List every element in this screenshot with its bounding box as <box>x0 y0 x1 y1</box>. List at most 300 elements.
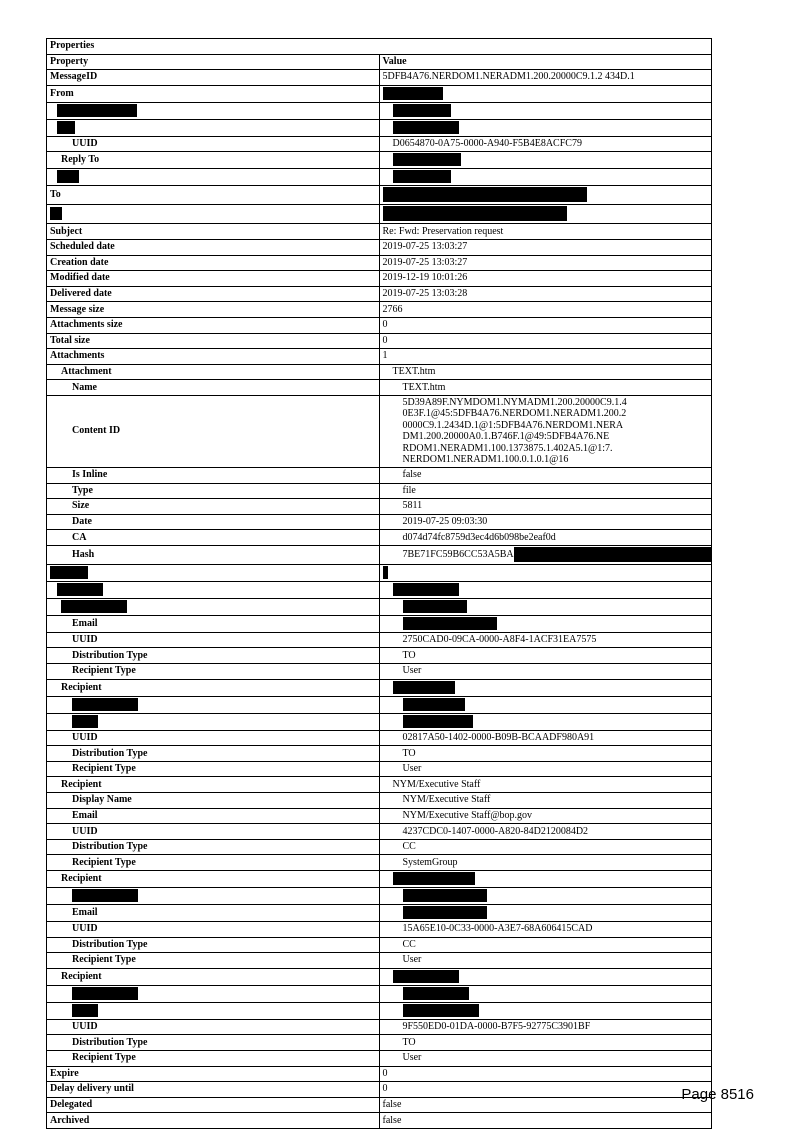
property-cell <box>47 530 380 546</box>
value-cell <box>379 1066 712 1082</box>
table-body <box>47 70 712 1129</box>
table-row <box>47 824 712 840</box>
table-row <box>47 317 712 333</box>
value-cell <box>379 395 712 467</box>
value-cell <box>379 985 712 1002</box>
value-cell <box>379 102 712 119</box>
value-cell <box>379 777 712 793</box>
table-row <box>47 615 712 632</box>
property-cell <box>47 1113 380 1129</box>
value-cell <box>379 615 712 632</box>
property-label: Display Name <box>72 794 132 806</box>
table-row <box>47 696 712 713</box>
property-value: 4237CDC0-1407-0000-A820-84D2120084D2 <box>402 825 589 837</box>
value-cell <box>379 286 712 302</box>
property-cell <box>47 186 380 205</box>
redaction-block <box>57 170 79 183</box>
value-cell <box>379 632 712 648</box>
property-cell <box>47 564 380 581</box>
redaction-block <box>383 87 443 100</box>
property-value: 5DFB4A76.NERDOM1.NERADM1.200.20000C9.1.2 434D.1 <box>382 71 635 83</box>
property-cell <box>47 581 380 598</box>
redaction-block <box>72 715 98 728</box>
table-row <box>47 1050 712 1066</box>
property-cell <box>47 483 380 499</box>
property-label: Name <box>72 381 97 393</box>
property-value: file <box>402 484 416 496</box>
value-cell <box>379 255 712 271</box>
value-cell <box>379 937 712 953</box>
property-cell <box>47 1097 380 1113</box>
property-cell <box>47 696 380 713</box>
redaction-block <box>403 906 487 919</box>
property-cell <box>47 871 380 888</box>
redaction-block <box>72 987 138 1000</box>
table-row <box>47 1035 712 1051</box>
property-cell <box>47 922 380 938</box>
value-cell <box>379 364 712 380</box>
property-cell <box>47 333 380 349</box>
table-row <box>47 761 712 777</box>
property-label: Distribution Type <box>72 1036 148 1048</box>
property-cell <box>47 855 380 871</box>
value-cell <box>379 581 712 598</box>
redaction-block <box>403 698 465 711</box>
property-label: Attachment <box>61 366 112 378</box>
property-label: Recipient <box>61 970 102 982</box>
table-row <box>47 871 712 888</box>
property-cell <box>47 70 380 86</box>
redaction-block <box>403 889 487 902</box>
property-label: UUID <box>72 138 98 150</box>
property-cell <box>47 1050 380 1066</box>
value-cell <box>379 953 712 969</box>
property-value: 1 <box>382 350 388 362</box>
redaction-block <box>383 566 388 579</box>
redaction-block <box>72 889 138 902</box>
property-cell <box>47 761 380 777</box>
property-value: false <box>402 469 422 481</box>
table-row <box>47 888 712 905</box>
property-label: Email <box>72 907 98 918</box>
value-cell <box>379 696 712 713</box>
value-cell <box>379 968 712 985</box>
table-row <box>47 855 712 871</box>
table-row <box>47 302 712 318</box>
property-value: 15A65E10-0C33-0000-A3E7-68A606415CAD <box>402 923 593 935</box>
property-value: Re: Fwd: Preservation request <box>382 225 504 237</box>
property-value: 5811 <box>402 500 423 512</box>
header-property: Property <box>47 54 380 70</box>
table-row <box>47 793 712 809</box>
property-label: Scheduled date <box>50 241 115 253</box>
table-row <box>47 1002 712 1019</box>
redaction-block <box>393 681 455 694</box>
property-value: User <box>402 1052 422 1064</box>
property-label: UUID <box>72 825 98 837</box>
value-cell <box>379 664 712 680</box>
table-row <box>47 839 712 855</box>
value-cell <box>379 224 712 240</box>
property-label: UUID <box>72 731 98 743</box>
property-cell <box>47 937 380 953</box>
property-cell <box>47 364 380 380</box>
value-cell <box>379 333 712 349</box>
table-row <box>47 186 712 205</box>
property-cell <box>47 968 380 985</box>
property-value: 0 <box>382 319 388 331</box>
property-label: Recipient <box>61 873 102 884</box>
table-title-row <box>47 39 712 55</box>
property-label: Date <box>72 515 92 527</box>
redaction-block <box>393 970 459 983</box>
property-cell <box>47 1035 380 1051</box>
property-value: D0654870-0A75-0000-A940-F5B4E8ACFC79 <box>392 138 582 150</box>
value-cell <box>379 317 712 333</box>
table-row <box>47 169 712 186</box>
value-cell <box>379 545 712 564</box>
table-row <box>47 467 712 483</box>
redaction-block <box>393 872 475 885</box>
property-label: UUID <box>72 1021 98 1033</box>
redaction-block <box>403 715 473 728</box>
value-cell <box>379 514 712 530</box>
property-cell <box>47 169 380 186</box>
property-label: From <box>50 87 74 99</box>
property-label: Message size <box>50 303 105 315</box>
property-value: TEXT.htm <box>392 366 436 378</box>
value-cell <box>379 648 712 664</box>
property-value: 2766 <box>382 303 403 315</box>
property-cell <box>47 953 380 969</box>
property-value: false <box>382 1114 402 1126</box>
table-row <box>47 632 712 648</box>
property-value: User <box>402 665 422 677</box>
property-cell <box>47 1019 380 1035</box>
property-cell <box>47 1002 380 1019</box>
property-cell <box>47 255 380 271</box>
property-cell <box>47 615 380 632</box>
property-cell <box>47 271 380 287</box>
table-row <box>47 152 712 169</box>
table-row <box>47 499 712 515</box>
property-cell <box>47 985 380 1002</box>
value-cell <box>379 85 712 102</box>
value-cell <box>379 905 712 922</box>
property-value: 2750CAD0-09CA-0000-A8F4-1ACF31EA7575 <box>402 634 597 646</box>
property-cell <box>47 664 380 680</box>
value-cell <box>379 499 712 515</box>
property-label: UUID <box>72 923 98 935</box>
property-label: Recipient Type <box>72 665 136 677</box>
value-cell <box>379 746 712 762</box>
table-row <box>47 255 712 271</box>
table-row <box>47 985 712 1002</box>
property-label: Is Inline <box>72 469 108 481</box>
redaction-block <box>72 698 138 711</box>
table-row <box>47 102 712 119</box>
property-cell <box>47 286 380 302</box>
table-row <box>47 530 712 546</box>
property-cell <box>47 839 380 855</box>
property-value: 2019-07-25 13:03:27 <box>382 256 468 268</box>
property-cell <box>47 152 380 169</box>
table-row <box>47 286 712 302</box>
value-cell <box>379 855 712 871</box>
table-header-row <box>47 54 712 70</box>
property-cell <box>47 793 380 809</box>
table-row <box>47 271 712 287</box>
property-cell <box>47 302 380 318</box>
table-row <box>47 333 712 349</box>
redaction-block <box>61 600 127 613</box>
table-row <box>47 968 712 985</box>
property-cell <box>47 598 380 615</box>
property-value: TO <box>402 747 416 759</box>
table-row <box>47 119 712 136</box>
redaction-block <box>57 121 75 134</box>
redaction-block <box>393 153 461 166</box>
redaction-block <box>50 566 88 579</box>
value-cell <box>379 1082 712 1098</box>
property-label: Recipient <box>61 681 102 693</box>
property-value: 9F550ED0-01DA-0000-B7F5-92775C3901BF <box>402 1021 591 1033</box>
table-row <box>47 808 712 824</box>
value-cell <box>379 888 712 905</box>
property-label: Email <box>72 809 98 821</box>
property-cell <box>47 136 380 152</box>
property-label: Content ID <box>72 425 121 437</box>
property-label: Attachments size <box>50 319 123 331</box>
header-value: Value <box>379 54 712 70</box>
redaction-block <box>72 1004 98 1017</box>
property-label: Total size <box>50 334 90 346</box>
table-row <box>47 564 712 581</box>
property-value: CC <box>402 938 416 950</box>
table-row <box>47 85 712 102</box>
value-cell <box>379 1019 712 1035</box>
property-label: Delivered date <box>50 288 112 300</box>
property-value: d074d74fc8759d3ec4d6b098be2eaf0d <box>402 531 556 543</box>
property-value: 0 <box>382 1067 388 1079</box>
property-value: 5D39A89F.NYMDOM1.NYMADM1.200.20000C9.1.4 0E3F.1@45:5DFB4A76.NERDOM1.NERADM1.200.2 0000C9.1.2434D.1@1:5DFB4A76.NERDOM1.NERA DM1.200.20000A0.1.B746F.1@49:5DFB4A76.NE RDOM1.NERADM1.100.1373875.1.402A5.1@1:7. NERDOM1.NERADM1.100.0.1.0.1@16 <box>402 396 627 466</box>
properties-table <box>46 38 712 1129</box>
property-label: Recipient Type <box>72 856 136 868</box>
property-cell <box>47 632 380 648</box>
property-cell <box>47 224 380 240</box>
table-row <box>47 598 712 615</box>
table-row <box>47 777 712 793</box>
table-row <box>47 1082 712 1098</box>
property-cell <box>47 730 380 746</box>
table-row <box>47 679 712 696</box>
property-label: Distribution Type <box>72 938 148 950</box>
table-row <box>47 730 712 746</box>
property-label: Modified date <box>50 272 110 284</box>
property-value: 2019-07-25 09:03:30 <box>402 515 488 527</box>
property-value: 0 <box>382 334 388 346</box>
redaction-block <box>393 583 459 596</box>
property-cell <box>47 746 380 762</box>
property-cell <box>47 545 380 564</box>
value-cell <box>379 1002 712 1019</box>
property-cell <box>47 679 380 696</box>
property-label: Recipient <box>61 778 102 790</box>
property-cell <box>47 777 380 793</box>
redaction-block <box>403 600 467 613</box>
value-cell <box>379 152 712 169</box>
value-cell <box>379 1113 712 1129</box>
property-cell <box>47 119 380 136</box>
property-label: Distribution Type <box>72 747 148 759</box>
property-value: false <box>382 1099 402 1111</box>
property-cell <box>47 499 380 515</box>
value-cell <box>379 793 712 809</box>
property-value: SystemGroup <box>402 856 458 868</box>
redaction-block <box>393 121 459 134</box>
value-cell <box>379 483 712 499</box>
value-cell <box>379 349 712 365</box>
table-row <box>47 1113 712 1129</box>
property-cell <box>47 514 380 530</box>
property-label: Delay delivery until <box>50 1083 134 1095</box>
property-value: TO <box>402 649 416 661</box>
value-cell <box>379 205 712 224</box>
table-row <box>47 905 712 922</box>
table-row <box>47 514 712 530</box>
property-cell <box>47 905 380 922</box>
table-row <box>47 545 712 564</box>
property-cell <box>47 395 380 467</box>
property-label: Distribution Type <box>72 649 148 661</box>
value-cell <box>379 136 712 152</box>
property-label: Hash <box>72 548 95 560</box>
redaction-block <box>50 207 62 220</box>
value-cell <box>379 1050 712 1066</box>
property-label: Recipient Type <box>72 763 136 775</box>
table-row <box>47 1066 712 1082</box>
property-label: Recipient Type <box>72 954 136 966</box>
value-cell <box>379 169 712 186</box>
property-label: Attachments <box>50 350 105 362</box>
table-row <box>47 364 712 380</box>
property-value: NYM/Executive Staff@bop.gov <box>402 809 533 821</box>
redaction-block <box>514 547 712 562</box>
property-cell <box>47 1066 380 1082</box>
property-label: To <box>50 189 61 201</box>
property-value: NYM/Executive Staff <box>402 794 491 806</box>
property-label: Delegated <box>50 1099 93 1111</box>
value-cell <box>379 713 712 730</box>
property-cell <box>47 102 380 119</box>
table-row <box>47 1019 712 1035</box>
value-cell <box>379 530 712 546</box>
value-cell <box>379 302 712 318</box>
table-row <box>47 746 712 762</box>
property-label: Expire <box>50 1067 79 1079</box>
page-number: Page 8516 <box>681 1086 754 1103</box>
redaction-block <box>403 987 469 1000</box>
table-row <box>47 205 712 224</box>
property-label: Reply To <box>61 154 100 166</box>
property-label: UUID <box>72 634 98 646</box>
value-cell <box>379 70 712 86</box>
value-cell <box>379 824 712 840</box>
property-label: Recipient Type <box>72 1052 136 1064</box>
redaction-block <box>57 104 137 117</box>
value-cell <box>379 1035 712 1051</box>
property-label: Subject <box>50 225 83 237</box>
table-row <box>47 70 712 86</box>
property-value: 2019-07-25 13:03:28 <box>382 288 468 300</box>
property-cell <box>47 648 380 664</box>
value-cell <box>379 467 712 483</box>
property-value: TO <box>402 1036 416 1048</box>
property-value: 2019-07-25 13:03:27 <box>382 241 468 253</box>
value-cell <box>379 119 712 136</box>
redaction-block <box>383 187 587 202</box>
table-row <box>47 953 712 969</box>
value-cell <box>379 679 712 696</box>
property-label: Email <box>72 617 98 629</box>
property-label: MessageID <box>50 71 98 83</box>
redaction-block <box>393 104 451 117</box>
property-cell <box>47 888 380 905</box>
property-cell <box>47 239 380 255</box>
value-cell <box>379 564 712 581</box>
table-row <box>47 1097 712 1113</box>
property-cell <box>47 808 380 824</box>
table-row <box>47 713 712 730</box>
value-cell <box>379 1097 712 1113</box>
table-row <box>47 922 712 938</box>
value-cell <box>379 598 712 615</box>
property-value: User <box>402 954 422 966</box>
redaction-block <box>383 206 567 221</box>
table-row <box>47 224 712 240</box>
property-cell <box>47 349 380 365</box>
property-value: User <box>402 763 422 775</box>
table-title: Properties <box>47 39 712 55</box>
property-value: 2019-12-19 10:01:26 <box>382 272 468 284</box>
property-cell <box>47 380 380 396</box>
table-row <box>47 239 712 255</box>
value-cell <box>379 761 712 777</box>
table-row <box>47 395 712 467</box>
property-label: CA <box>72 531 87 543</box>
table-row <box>47 483 712 499</box>
property-value: 02817A50-1402-0000-B09B-BCAADF980A91 <box>402 731 595 743</box>
value-cell <box>379 730 712 746</box>
property-cell <box>47 317 380 333</box>
value-cell <box>379 186 712 205</box>
property-label: Distribution Type <box>72 841 148 853</box>
table-row <box>47 937 712 953</box>
property-cell <box>47 467 380 483</box>
table-row <box>47 349 712 365</box>
value-cell <box>379 871 712 888</box>
redaction-block <box>393 170 451 183</box>
table-row <box>47 581 712 598</box>
property-cell <box>47 85 380 102</box>
property-cell <box>47 713 380 730</box>
property-value: 7BE71FC59B6CC53A5BA <box>402 548 514 560</box>
value-cell <box>379 239 712 255</box>
property-label: Creation date <box>50 256 109 268</box>
property-cell <box>47 205 380 224</box>
value-cell <box>379 922 712 938</box>
property-cell <box>47 1082 380 1098</box>
